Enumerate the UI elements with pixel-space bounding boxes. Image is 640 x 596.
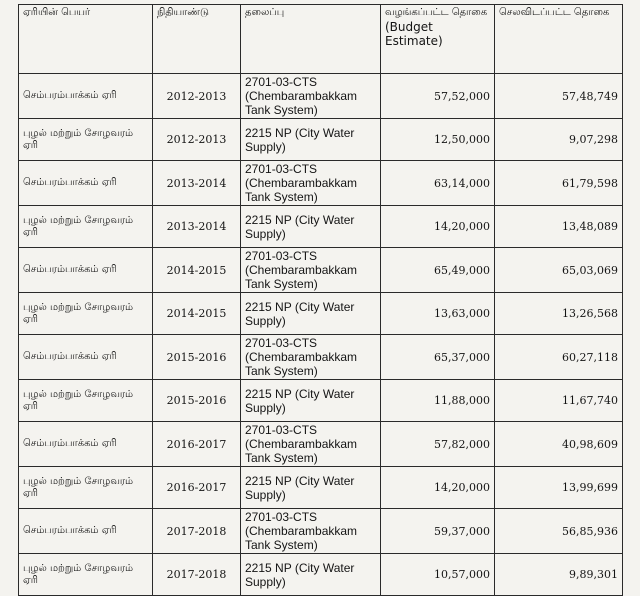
cell-head: 2701-03-CTS (Chembarambakkam Tank System)	[241, 248, 381, 293]
cell-allotted-amount: 59,37,000	[381, 509, 495, 554]
cell-spent-amount: 13,48,089	[495, 206, 623, 248]
table-row	[19, 554, 623, 596]
cell-lake-name: புழல் மற்றும் சோழவரம் ஏரி	[19, 467, 153, 509]
cell-financial-year: 2013-2014	[153, 161, 241, 206]
cell-financial-year: 2012-2013	[153, 74, 241, 119]
cell-lake-name: செம்பரம்பாக்கம் ஏரி	[19, 248, 153, 293]
cell-head: 2215 NP (City Water Supply)	[241, 380, 381, 422]
column-header-allotted-amount	[381, 5, 495, 74]
column-header-financial-year: நிதியாண்டு	[153, 5, 241, 74]
table-row	[19, 119, 623, 161]
table-header-row	[19, 5, 623, 74]
cell-allotted-amount: 10,57,000	[381, 554, 495, 596]
cell-financial-year: 2014-2015	[153, 293, 241, 335]
cell-spent-amount: 40,98,609	[495, 422, 623, 467]
table-row	[19, 161, 623, 206]
cell-financial-year: 2015-2016	[153, 380, 241, 422]
cell-financial-year: 2017-2018	[153, 554, 241, 596]
cell-spent-amount: 57,48,749	[495, 74, 623, 119]
cell-lake-name: செம்பரம்பாக்கம் ஏரி	[19, 74, 153, 119]
table-row	[19, 422, 623, 467]
cell-allotted-amount: 11,88,000	[381, 380, 495, 422]
table-row	[19, 335, 623, 380]
cell-spent-amount: 60,27,118	[495, 335, 623, 380]
cell-head: 2701-03-CTS (Chembarambakkam Tank System)	[241, 422, 381, 467]
cell-head: 2215 NP (City Water Supply)	[241, 467, 381, 509]
cell-financial-year: 2017-2018	[153, 509, 241, 554]
cell-head: 2215 NP (City Water Supply)	[241, 119, 381, 161]
cell-allotted-amount: 57,82,000	[381, 422, 495, 467]
cell-allotted-amount: 65,49,000	[381, 248, 495, 293]
table-row	[19, 467, 623, 509]
cell-spent-amount: 9,89,301	[495, 554, 623, 596]
cell-spent-amount: 9,07,298	[495, 119, 623, 161]
cell-financial-year: 2016-2017	[153, 422, 241, 467]
cell-financial-year: 2016-2017	[153, 467, 241, 509]
cell-head: 2701-03-CTS (Chembarambakkam Tank System)	[241, 335, 381, 380]
cell-spent-amount: 13,26,568	[495, 293, 623, 335]
cell-lake-name: புழல் மற்றும் சோழவரம் ஏரி	[19, 380, 153, 422]
cell-spent-amount: 11,67,740	[495, 380, 623, 422]
cell-spent-amount: 61,79,598	[495, 161, 623, 206]
table-row	[19, 248, 623, 293]
table-row	[19, 74, 623, 119]
lake-budget-table	[18, 4, 623, 596]
cell-lake-name: புழல் மற்றும் சோழவரம் ஏரி	[19, 206, 153, 248]
cell-financial-year: 2015-2016	[153, 335, 241, 380]
cell-financial-year: 2012-2013	[153, 119, 241, 161]
cell-allotted-amount: 12,50,000	[381, 119, 495, 161]
cell-allotted-amount: 14,20,000	[381, 206, 495, 248]
cell-head: 2215 NP (City Water Supply)	[241, 554, 381, 596]
table-row	[19, 293, 623, 335]
column-header-spent-amount: செலவிடப்பட்ட தொகை	[495, 5, 623, 74]
table-body	[19, 74, 623, 596]
column-header-head: தலைப்பு	[241, 5, 381, 74]
allotted-amount-label: வழங்கப்பட்ட தொகை	[385, 7, 488, 18]
cell-head: 2701-03-CTS (Chembarambakkam Tank System)	[241, 161, 381, 206]
table-row	[19, 509, 623, 554]
cell-lake-name: செம்பரம்பாக்கம் ஏரி	[19, 509, 153, 554]
cell-financial-year: 2014-2015	[153, 248, 241, 293]
cell-lake-name: செம்பரம்பாக்கம் ஏரி	[19, 422, 153, 467]
cell-spent-amount: 13,99,699	[495, 467, 623, 509]
cell-allotted-amount: 57,52,000	[381, 74, 495, 119]
column-header-lake-name: ஏரியின் பெயர்	[19, 5, 153, 74]
cell-lake-name: செம்பரம்பாக்கம் ஏரி	[19, 335, 153, 380]
cell-lake-name: புழல் மற்றும் சோழவரம் ஏரி	[19, 119, 153, 161]
cell-spent-amount: 56,85,936	[495, 509, 623, 554]
budget-estimate-note: (Budget Estimate)	[385, 20, 443, 48]
table-row	[19, 206, 623, 248]
cell-head: 2701-03-CTS (Chembarambakkam Tank System)	[241, 74, 381, 119]
cell-head: 2215 NP (City Water Supply)	[241, 293, 381, 335]
table-row	[19, 380, 623, 422]
cell-lake-name: புழல் மற்றும் சோழவரம் ஏரி	[19, 554, 153, 596]
cell-allotted-amount: 65,37,000	[381, 335, 495, 380]
cell-lake-name: புழல் மற்றும் சோழவரம் ஏரி	[19, 293, 153, 335]
cell-allotted-amount: 13,63,000	[381, 293, 495, 335]
cell-spent-amount: 65,03,069	[495, 248, 623, 293]
cell-lake-name: செம்பரம்பாக்கம் ஏரி	[19, 161, 153, 206]
cell-head: 2215 NP (City Water Supply)	[241, 206, 381, 248]
cell-financial-year: 2013-2014	[153, 206, 241, 248]
cell-allotted-amount: 63,14,000	[381, 161, 495, 206]
cell-head: 2701-03-CTS (Chembarambakkam Tank System)	[241, 509, 381, 554]
cell-allotted-amount: 14,20,000	[381, 467, 495, 509]
